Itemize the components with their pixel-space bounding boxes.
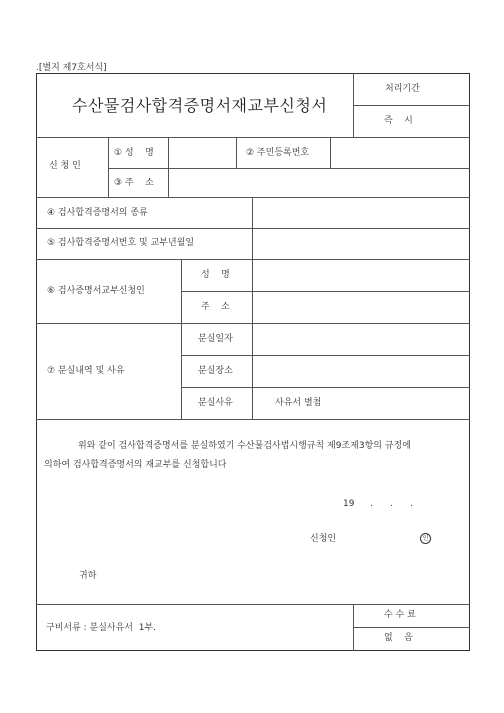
name-label: ① 성 명	[114, 148, 154, 158]
loss-place-label: 분실장소	[198, 366, 233, 376]
seal-circle: 인	[420, 533, 431, 544]
resident-number-label: ② 주민등록번호	[246, 148, 310, 158]
date-dots: . . .	[370, 499, 413, 509]
divider	[330, 137, 331, 168]
applicant-label: 신 청 인	[49, 161, 81, 171]
divider	[168, 137, 169, 197]
form-number-label: .[별지 제7호서식]	[36, 63, 107, 73]
issue-applicant-name-label: 성 명	[201, 270, 230, 280]
issue-applicant-address-label: 주 소	[201, 302, 230, 312]
processing-period-label: 처리기간	[385, 84, 420, 94]
divider	[252, 259, 253, 419]
form-title: 수산물검사합격증명서재교부신청서	[72, 96, 328, 115]
fee-label: 수 수 료	[384, 610, 416, 620]
divider	[36, 228, 470, 229]
certificate-type-label: ④ 검사합격증명서의 종류	[47, 208, 148, 218]
signature-applicant-label: 신청인	[310, 534, 337, 544]
fee-value: 없 음	[384, 633, 413, 643]
loss-details-label: ⑦ 분실내역 및 사유	[47, 366, 125, 376]
statement-line-2: 의하여 검사합격증명서의 재교부를 신청합니다	[44, 460, 227, 470]
divider	[181, 355, 470, 356]
loss-reason-label: 분실사유	[198, 398, 233, 408]
divider	[108, 137, 109, 197]
divider	[181, 259, 182, 419]
loss-reason-value: 사유서 별첨	[275, 398, 322, 408]
divider	[36, 604, 470, 605]
divider	[36, 419, 470, 420]
divider	[36, 323, 470, 324]
divider	[181, 291, 470, 292]
divider	[36, 137, 470, 138]
recipient-label: 귀하	[79, 571, 97, 581]
divider	[353, 105, 470, 106]
required-documents: 구비서류 : 분실사유서 1부.	[46, 623, 157, 633]
divider	[236, 137, 237, 168]
address-label: ③ 주 소	[114, 178, 154, 188]
certificate-number-label: ⑤ 검사합격증명서번호 및 교부년월일	[47, 238, 195, 248]
divider	[252, 197, 253, 259]
divider	[36, 259, 470, 260]
divider	[36, 197, 470, 198]
divider	[181, 387, 470, 388]
divider	[353, 73, 354, 137]
divider	[353, 627, 470, 628]
loss-date-label: 분실일자	[198, 334, 233, 344]
application-form	[36, 73, 470, 651]
issue-applicant-label: ⑥ 검사증명서교부신청인	[47, 286, 145, 296]
date-year-prefix: 19	[343, 499, 355, 509]
divider	[108, 168, 470, 169]
seal-mark	[420, 533, 431, 544]
processing-period-value: 즉 시	[384, 116, 413, 126]
divider	[353, 604, 354, 651]
statement-line-1: 위와 같이 검사합격증명서를 분실하였기 수산물검사법시행규칙 제9조제3항의 규정에	[78, 441, 411, 451]
